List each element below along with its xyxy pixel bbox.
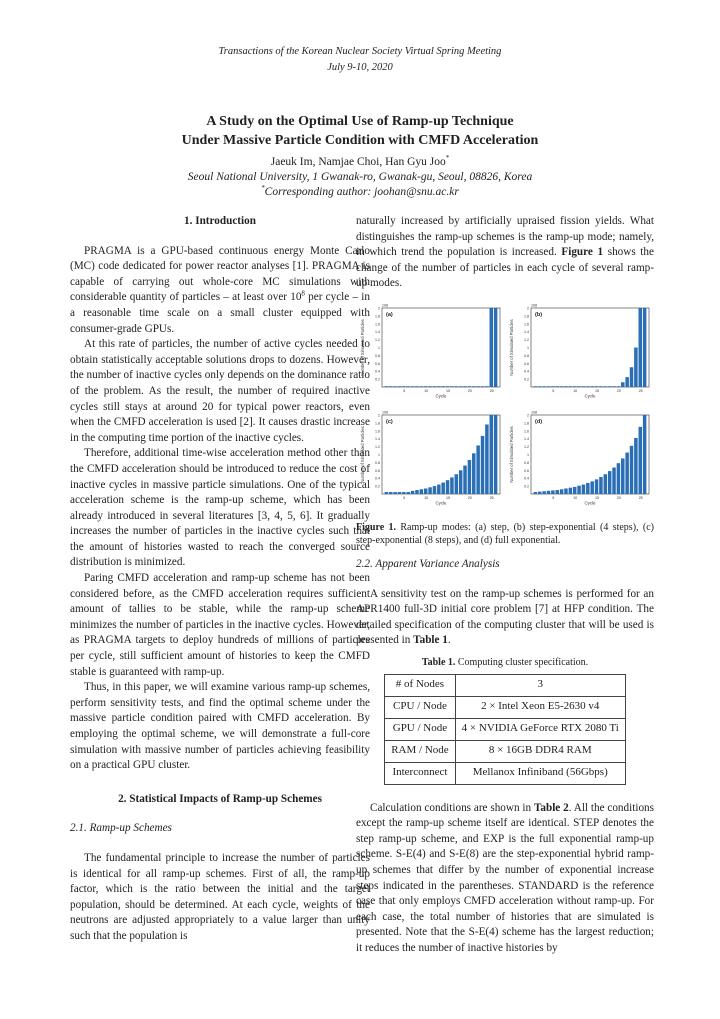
- bar: [621, 458, 624, 494]
- y-exponent-label: 108: [531, 410, 537, 415]
- table-cell: 3: [455, 674, 625, 696]
- bar: [590, 386, 593, 387]
- section-2-1-heading: 2.1. Ramp-up Schemes: [70, 822, 172, 835]
- y-exponent-label: 108: [531, 303, 537, 308]
- y-tick-label: 1.2: [524, 445, 529, 450]
- bar: [433, 386, 436, 387]
- bar: [542, 491, 545, 494]
- table-1-ref: Table 1: [413, 634, 448, 647]
- intro-paragraph-4: Paring CMFD acceleration and ramp-up scheme has not been considered before, as the CMFD acceleration requires sufficient amount of tallies to be stable, while the ramp-up scheme minimizes the number of particles in the inactive cycles. However, as PRAGMA targets to deploy hundreds of millions of particles per cycle, still sufficient amount of histories to keep the CMFD stable is guaranteed with ramp-up.: [70, 572, 370, 678]
- affiliation: Seoul National University, 1 Gwanak-ro, Gwanak-gu, Seoul, 08826, Korea: [187, 171, 533, 183]
- x-tick-label: 20: [467, 388, 472, 393]
- y-tick-label: 2: [378, 306, 380, 311]
- table-caption-text: Computing cluster specification.: [455, 656, 589, 668]
- running-header-date: July 9-10, 2020: [327, 62, 393, 73]
- bar: [534, 492, 537, 494]
- bar: [402, 492, 405, 494]
- bar: [433, 486, 436, 494]
- y-tick-label: 1.2: [524, 338, 529, 343]
- figure-1-ref: Figure 1: [561, 246, 604, 259]
- bar: [406, 386, 409, 387]
- bar: [612, 468, 615, 494]
- y-axis-label: Number of Simulated Particles: [509, 426, 514, 483]
- bar: [441, 483, 444, 494]
- table-1-caption: [356, 655, 654, 671]
- bar: [538, 492, 541, 494]
- y-tick-label: 0.8: [375, 460, 380, 465]
- x-axis-label: Cycle: [584, 500, 596, 506]
- bar: [494, 308, 497, 387]
- left-column: [70, 214, 370, 945]
- table-cell: 2 × Intel Xeon E5-2630 v4: [455, 696, 625, 718]
- bar: [472, 386, 475, 387]
- corresponding-prefix: Corresponding author:: [264, 186, 375, 198]
- bar: [420, 386, 423, 387]
- y-tick-label: 1.8: [375, 421, 380, 426]
- bar: [424, 386, 427, 387]
- panel-label: (a): [386, 311, 393, 318]
- bar: [490, 308, 493, 387]
- y-exponent-label: 108: [382, 303, 388, 308]
- x-tick-label: 10: [573, 495, 578, 500]
- bar: [595, 479, 598, 494]
- y-tick-label: 1.8: [524, 421, 529, 426]
- bar: [573, 487, 576, 494]
- bar: [494, 415, 497, 494]
- bar: [437, 386, 440, 387]
- y-tick-label: 0.4: [375, 369, 380, 374]
- sec22-p1-b: .: [447, 634, 451, 647]
- bar: [634, 347, 637, 387]
- table-cell: # of Nodes: [385, 674, 455, 696]
- y-tick-label: 1.6: [375, 322, 380, 327]
- y-tick-label: 2: [527, 413, 529, 418]
- x-axis-label: Cycle: [584, 393, 596, 399]
- x-tick-label: 10: [424, 388, 429, 393]
- intro-p1-text: PRAGMA is a GPU-based continuous energy Monte Carlo (MC) code dedicated for power reactor analyses [1]. PRAGMA is capable of carrying out whole-core MC simulations with considerable quantity of particles – at least over 10: [70, 244, 370, 304]
- bar: [643, 308, 646, 387]
- x-tick-label: 15: [445, 388, 450, 393]
- right-column: [356, 214, 654, 956]
- chart-panel: [360, 410, 500, 505]
- y-tick-label: 1.8: [375, 314, 380, 319]
- bar: [560, 386, 563, 387]
- right-paragraph-1: [356, 214, 654, 292]
- bar: [420, 489, 423, 494]
- figure-caption-text: Ramp-up modes: (a) step, (b) step-exponential (4 steps), (c) step-exponential (8 steps), and (d) full exponential.: [356, 521, 654, 546]
- right-p1-a: naturally increased by artificially upraised fission yields. What distinguishes the ramp-up schemes is the ramp-up mode; namely, in which trend the population is increased.: [356, 215, 654, 259]
- section-2-2-paragraph-1: [356, 587, 654, 649]
- bar: [630, 446, 633, 494]
- bar: [604, 474, 607, 494]
- bar: [455, 474, 458, 494]
- table-cell: GPU / Node: [385, 718, 455, 740]
- y-tick-label: 0.6: [524, 361, 529, 366]
- bar: [472, 453, 475, 494]
- bar: [450, 477, 453, 494]
- bar: [634, 438, 637, 494]
- bar: [424, 488, 427, 494]
- bar: [411, 491, 414, 494]
- bar: [385, 492, 388, 494]
- sec22-p1-a: A sensitivity test on the ramp-up schemes is performed for an APR1400 full-3D initial core problem [7] at HFP condition. The detailed specification of the computing cluster that will be used is presented in: [356, 587, 654, 647]
- figure-caption-label: Figure 1.: [356, 521, 396, 533]
- bar: [415, 490, 418, 494]
- bar: [481, 386, 484, 387]
- y-tick-label: 2: [527, 306, 529, 311]
- bar: [538, 386, 541, 387]
- intro-paragraph-5: Thus, in this paper, we will examine various ramp-up schemes, perform sensitivity tests, and find the optimal scheme under the massive particle condition paired with CMFD acceleration. By employing the optimal scheme, we will demonstrate a full-core simulation with massive number of particles achieving feasibility on a practical GPU cluster.: [70, 681, 370, 772]
- bar: [459, 470, 462, 494]
- y-tick-label: 1.4: [375, 330, 380, 335]
- x-tick-label: 10: [424, 495, 429, 500]
- x-tick-label: 20: [467, 495, 472, 500]
- y-tick-label: 1.6: [524, 429, 529, 434]
- table-caption-label: Table 1.: [421, 656, 456, 668]
- author-email: joohan@snu.ac.kr: [374, 186, 459, 198]
- y-tick-label: 1.4: [524, 330, 529, 335]
- chart-panel: [360, 303, 500, 398]
- bar: [455, 386, 458, 387]
- bar: [612, 386, 615, 387]
- bar: [643, 415, 646, 494]
- y-tick-label: 0.8: [375, 353, 380, 358]
- y-tick-label: 1: [527, 452, 529, 457]
- table-cell: CPU / Node: [385, 696, 455, 718]
- bar: [551, 386, 554, 387]
- bar: [590, 481, 593, 494]
- y-tick-label: 1.6: [375, 429, 380, 434]
- bar: [393, 386, 396, 387]
- table-cell: RAM / Node: [385, 740, 455, 762]
- table-cell: Mellanox Infiniband (56Gbps): [455, 762, 625, 784]
- chart-panel: [509, 303, 649, 398]
- panel-label: (b): [535, 311, 543, 318]
- y-tick-label: 0.2: [375, 377, 380, 382]
- x-tick-label: 20: [616, 495, 621, 500]
- author-names-text: Jaeuk Im, Namjae Choi, Han Gyu Joo: [270, 156, 446, 168]
- x-tick-label: 20: [616, 388, 621, 393]
- panel-label: (d): [535, 418, 543, 425]
- bar: [555, 386, 558, 387]
- x-tick-label: 25: [638, 495, 643, 500]
- bar: [411, 386, 414, 387]
- x-tick-label: 5: [403, 495, 406, 500]
- x-tick-label: 15: [594, 495, 599, 500]
- table-cell: 4 × NVIDIA GeForce RTX 2080 Ti: [455, 718, 625, 740]
- table-cell: 8 × 16GB DDR4 RAM: [455, 740, 625, 762]
- bar: [437, 484, 440, 493]
- table-row: [385, 740, 626, 762]
- y-tick-label: 1: [527, 345, 529, 350]
- bar: [542, 386, 545, 387]
- bar: [608, 471, 611, 494]
- x-axis-label: Cycle: [435, 500, 447, 506]
- bar: [393, 492, 396, 494]
- table-cell: Interconnect: [385, 762, 455, 784]
- y-tick-label: 1: [378, 345, 380, 350]
- x-axis-label: Cycle: [435, 393, 447, 399]
- y-tick-label: 2: [378, 413, 380, 418]
- y-tick-label: 1.6: [524, 322, 529, 327]
- intro-paragraph-1: [70, 244, 370, 338]
- y-tick-label: 0.6: [375, 361, 380, 366]
- bar: [547, 491, 550, 494]
- bar: [569, 488, 572, 494]
- bar: [428, 487, 431, 494]
- section-2-1-paragraph-1: The fundamental principle to increase the number of particles is identical for all ramp-up schemes. First of all, the ramp-up factor, which is the ratio between the initial and the target population, should be determined. At each cycle, weights of the neutrons are adjusted appropriately to a value larger than unity such that the population is: [70, 851, 370, 942]
- intro-paragraph-3: Therefore, additional time-wise acceleration method other than the CMFD acceleration should be introduced to reduce the cost of inactive cycles in massive particle simulations. One of the typical acceleration scheme is the ramp-up scheme, which has been already introduced in several literatures [3, 4, 5, 6]. It gradually increases the number of particles in the inactive cycles such that the amount of histories wasted to reach the converged source distribution is minimized.: [70, 447, 370, 569]
- intro-p1-end: per cycle – in a reasonable time scale on a small cluster equipped with consumer-grade GPUs.: [70, 291, 370, 335]
- paper-title: [0, 112, 720, 150]
- figure-1-chart: [356, 300, 654, 515]
- bar: [625, 452, 628, 493]
- section-2-2-paragraph-2: [356, 801, 654, 957]
- y-tick-label: 0.2: [524, 377, 529, 382]
- bar: [450, 386, 453, 387]
- bar: [463, 466, 466, 494]
- bar: [595, 386, 598, 387]
- bar: [639, 308, 642, 387]
- bar: [555, 490, 558, 494]
- bar: [476, 445, 479, 494]
- y-tick-label: 0.4: [375, 476, 380, 481]
- section-2-heading: 2. Statistical Impacts of Ramp-up Schemes: [118, 792, 322, 805]
- bar: [534, 386, 537, 387]
- bar: [617, 386, 620, 387]
- bar: [625, 377, 628, 387]
- bar: [468, 460, 471, 494]
- intro-paragraph-2: At this rate of particles, the number of active cycles needed to obtain statistically acceptable solutions drops to dozens. However, the number of inactive cycles only depends on the dominance ratio of the problem. As the result, the number of required inactive cycles still stays at around 20 for typical power reactors, even when the CMFD acceleration is used [2]. It causes drastic increase in the computing time portion of the inactive cycles.: [70, 338, 370, 444]
- chart-panel: [509, 410, 649, 505]
- author-block: [0, 155, 720, 200]
- y-tick-label: 1: [378, 452, 380, 457]
- bar: [463, 386, 466, 387]
- y-axis-label: Number of Simulated Particles: [509, 319, 514, 376]
- bar: [604, 386, 607, 387]
- x-tick-label: 5: [552, 388, 555, 393]
- bar: [485, 386, 488, 387]
- bar: [468, 386, 471, 387]
- section-2-2-heading: 2.2. Apparent Variance Analysis: [356, 557, 500, 570]
- table-2-ref: Table 2: [533, 801, 569, 814]
- x-tick-label: 15: [594, 388, 599, 393]
- sec22-p2-a: Calculation conditions are shown in: [370, 801, 534, 814]
- table-row: [385, 696, 626, 718]
- x-tick-label: 25: [638, 388, 643, 393]
- bar: [573, 386, 576, 387]
- x-tick-label: 25: [489, 388, 494, 393]
- bar: [582, 386, 585, 387]
- section-introduction-heading: 1. Introduction: [184, 215, 256, 227]
- plot-frame: [382, 308, 500, 387]
- bar: [577, 386, 580, 387]
- bar: [446, 480, 449, 494]
- bar: [564, 386, 567, 387]
- panel-label: (c): [386, 418, 393, 425]
- bar: [608, 386, 611, 387]
- y-tick-label: 1.8: [524, 314, 529, 319]
- y-tick-label: 0.4: [524, 369, 529, 374]
- x-tick-label: 5: [403, 388, 406, 393]
- bar: [621, 382, 624, 387]
- bar: [586, 386, 589, 387]
- bar: [481, 436, 484, 494]
- running-header-title: Transactions of the Korean Nuclear Society Virtual Spring Meeting: [218, 46, 502, 57]
- bar: [415, 386, 418, 387]
- bar: [560, 489, 563, 494]
- x-tick-label: 10: [573, 388, 578, 393]
- bar: [599, 386, 602, 387]
- title-line-1: A Study on the Optimal Use of Ramp-up Technique: [206, 114, 514, 129]
- table-row: [385, 674, 626, 696]
- table-row: [385, 718, 626, 740]
- y-tick-label: 1.2: [375, 338, 380, 343]
- bar: [385, 386, 388, 387]
- y-tick-label: 0.4: [524, 476, 529, 481]
- bar: [599, 477, 602, 494]
- figure-1: [356, 300, 654, 515]
- figure-1-caption: [356, 521, 654, 547]
- bar: [577, 486, 580, 494]
- bar: [639, 427, 642, 494]
- y-exponent-label: 108: [382, 410, 388, 415]
- bar: [428, 386, 431, 387]
- y-axis-label: Number of Simulated Particles: [360, 319, 365, 376]
- bar: [485, 424, 488, 494]
- bar: [446, 386, 449, 387]
- y-tick-label: 0.2: [375, 484, 380, 489]
- table-row: [385, 762, 626, 784]
- bar: [564, 488, 567, 494]
- title-line-2: Under Massive Particle Condition with CMFD Acceleration: [181, 133, 539, 148]
- bar: [459, 386, 462, 387]
- bar: [398, 492, 401, 494]
- bar: [586, 483, 589, 494]
- y-tick-label: 1.2: [375, 445, 380, 450]
- bar: [402, 386, 405, 387]
- bar: [389, 386, 392, 387]
- bar: [582, 484, 585, 493]
- x-tick-label: 15: [445, 495, 450, 500]
- sec22-p2-b: . All the conditions except the ramp-up scheme itself are identical. STEP denotes the step ramp-up scheme, and EXP is the full exponential ramp-up scheme. S-E(4) and S-E(8) are the step-exponential hybrid ramp-up schemes that differ by the number of exponential increase steps indicated in the parentheses. STANDARD is the reference case that only employs CMFD acceleration without ramp-up. For each case, the total number of histories that are simulated is presented. Note that the S-E(4) scheme has the largest reduction; it reduces the number of inactive histories by: [356, 801, 654, 954]
- bar: [406, 492, 409, 494]
- bar: [398, 386, 401, 387]
- author-names: Jaeuk Im, Namjae Choi, Han Gyu Joo*: [270, 154, 450, 168]
- bar: [389, 492, 392, 494]
- corresponding-author: *Corresponding author: joohan@snu.ac.kr: [261, 184, 459, 198]
- bar: [630, 367, 633, 387]
- y-tick-label: 0.6: [524, 468, 529, 473]
- intro-p1-sup: 8: [301, 289, 305, 298]
- bar: [551, 490, 554, 494]
- y-tick-label: 1.4: [524, 437, 529, 442]
- x-tick-label: 5: [552, 495, 555, 500]
- y-tick-label: 1.4: [375, 437, 380, 442]
- bar: [617, 463, 620, 494]
- bar: [476, 386, 479, 387]
- y-axis-label: Number of Simulated Particles: [360, 426, 365, 483]
- right-p1-b: shows the change of the number of particles in each cycle of several ramp-up modes.: [356, 246, 654, 290]
- y-tick-label: 0.8: [524, 353, 529, 358]
- y-tick-label: 0.8: [524, 460, 529, 465]
- y-tick-label: 0.6: [375, 468, 380, 473]
- bar: [441, 386, 444, 387]
- bar: [569, 386, 572, 387]
- table-1: [384, 674, 626, 785]
- bar: [547, 386, 550, 387]
- y-tick-label: 0.2: [524, 484, 529, 489]
- bar: [490, 415, 493, 494]
- x-tick-label: 25: [489, 495, 494, 500]
